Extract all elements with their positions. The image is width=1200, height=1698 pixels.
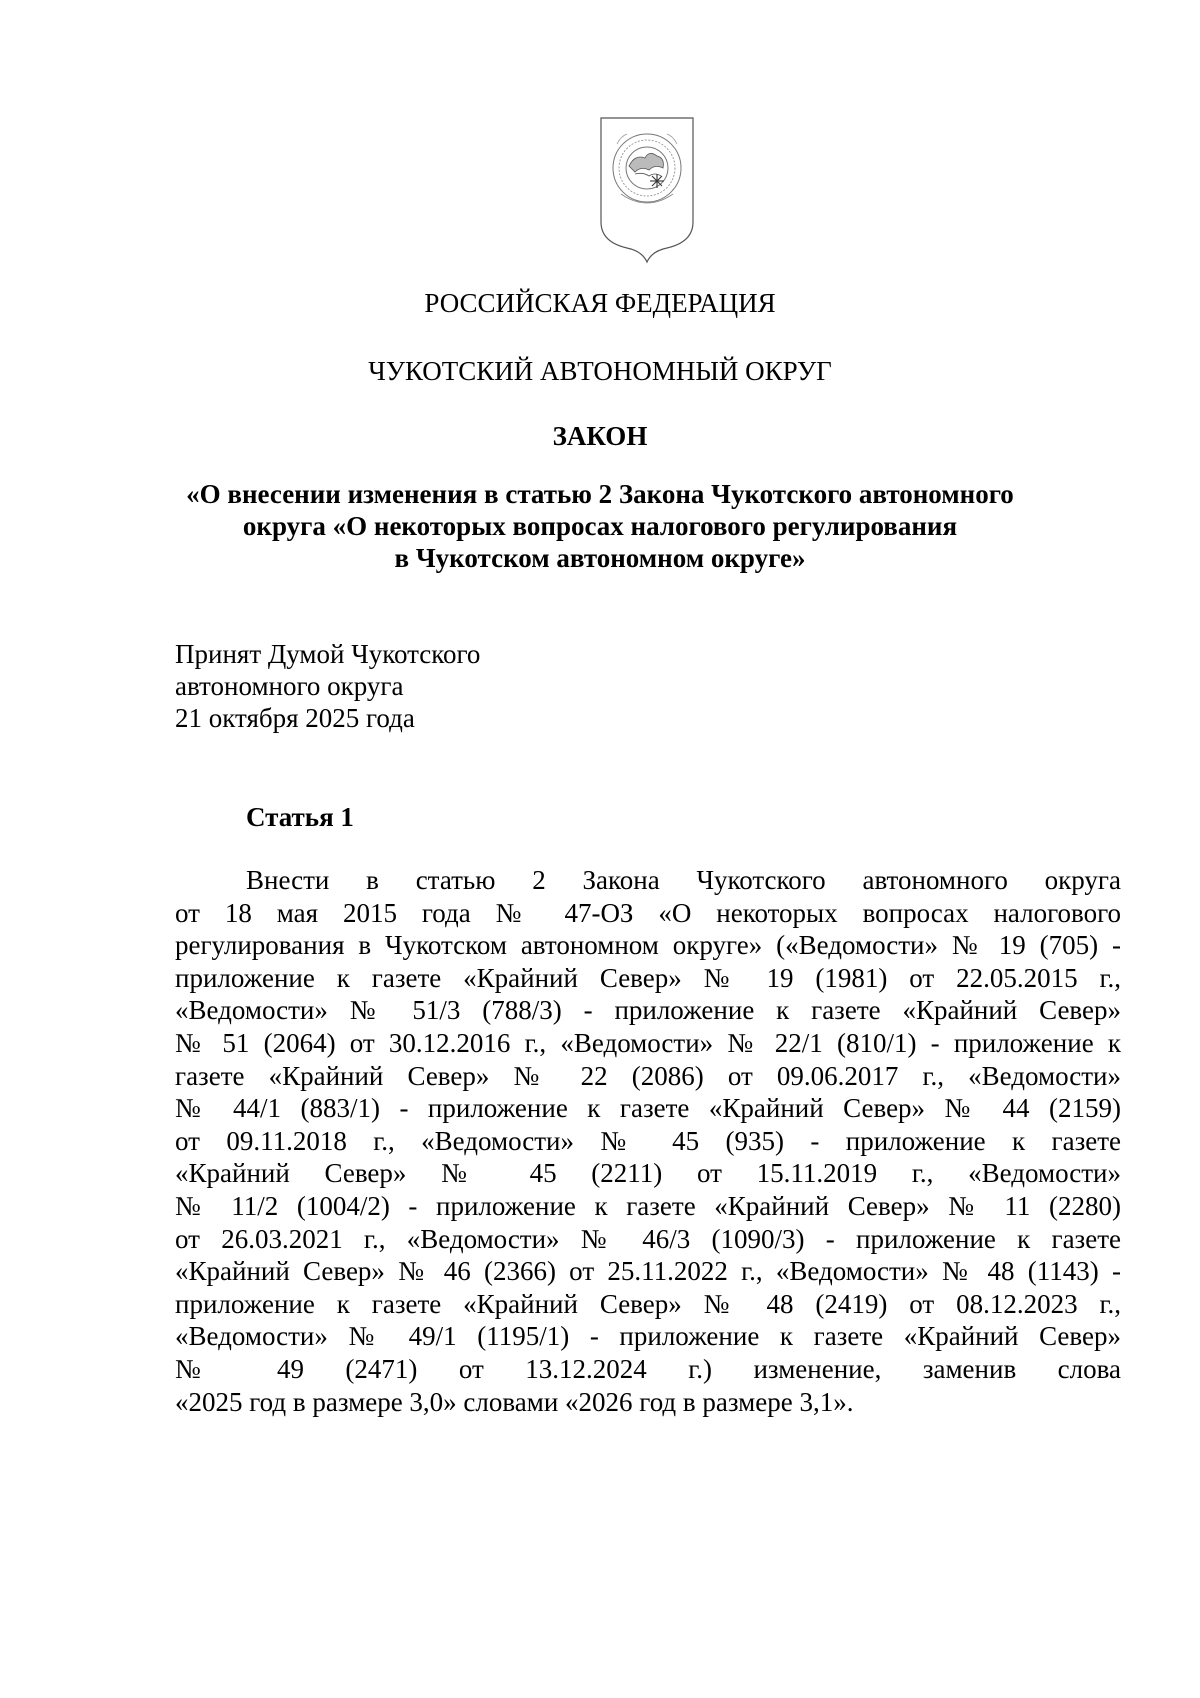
article-line: Внести в статью 2 Закона Чукотского автономного округа — [246, 865, 1121, 895]
country-name: РОССИЙСКАЯ ФЕДЕРАЦИЯ — [424, 288, 776, 318]
article-line: № 11/2 (1004/2) - приложение к газете «Крайний Север» № 11 (2280) — [175, 1190, 1121, 1221]
adoption-line: автономного округа — [175, 671, 404, 701]
region-name: ЧУКОТСКИЙ АВТОНОМНЫЙ ОКРУГ — [368, 356, 832, 386]
article-line: «Ведомости» № 49/1 (1195/1) - приложение к газете «Крайний Север» — [175, 1321, 1121, 1352]
article-line: «Крайний Север» № 45 (2211) от 15.11.2019 г., «Ведомости» — [175, 1158, 1121, 1189]
law-title-line: в Чукотском автономном округе» — [394, 543, 806, 573]
adoption-date: 21 октября 2025 года — [175, 703, 415, 733]
law-title — [0, 478, 1200, 574]
adoption-block — [175, 638, 480, 734]
article-heading: Статья 1 — [246, 802, 354, 832]
adoption-line: Принят Думой Чукотского — [175, 639, 481, 669]
article-line: приложение к газете «Крайний Север» № 19 (1981) от 22.05.2015 г., — [175, 962, 1121, 993]
article-line: приложение к газете «Крайний Север» № 48 (2419) от 08.12.2023 г., — [175, 1288, 1121, 1319]
article-line: от 26.03.2021 г., «Ведомости» № 46/3 (1090/3) - приложение к газете — [175, 1223, 1121, 1254]
coat-of-arms-emblem — [597, 114, 697, 264]
article-line: № 51 (2064) от 30.12.2016 г., «Ведомости» № 22/1 (810/1) - приложение к — [175, 1027, 1121, 1058]
article-line: регулирования в Чукотском автономном округе» («Ведомости» № 19 (705) - — [175, 930, 1121, 961]
article-line: «Ведомости» № 51/3 (788/3) - приложение к газете «Крайний Север» — [175, 995, 1121, 1026]
article-line: «2025 год в размере 3,0» словами «2026 год в размере 3,1». — [175, 1386, 854, 1417]
article-line: от 09.11.2018 г., «Ведомости» № 45 (935) - приложение к газете — [175, 1125, 1121, 1156]
article-line: № 44/1 (883/1) - приложение к газете «Крайний Север» № 44 (2159) — [175, 1093, 1121, 1124]
article-line: № 49 (2471) от 13.12.2024 г.) изменение, заменив слова — [175, 1353, 1121, 1384]
article-line: «Крайний Север» № 46 (2366) от 25.11.2022 г., «Ведомости» № 48 (1143) - — [175, 1256, 1121, 1287]
law-title-line: округа «О некоторых вопросах налогового регулирования — [242, 511, 958, 541]
article-line: от 18 мая 2015 года № 47-ОЗ «О некоторых вопросах налогового — [175, 897, 1121, 928]
article-body — [175, 864, 1121, 1418]
article-line: газете «Крайний Север» № 22 (2086) от 09.06.2017 г., «Ведомости» — [175, 1060, 1121, 1091]
document-type: ЗАКОН — [552, 421, 648, 451]
law-title-line: «О внесении изменения в статью 2 Закона Чукотского автономного — [186, 479, 1014, 509]
